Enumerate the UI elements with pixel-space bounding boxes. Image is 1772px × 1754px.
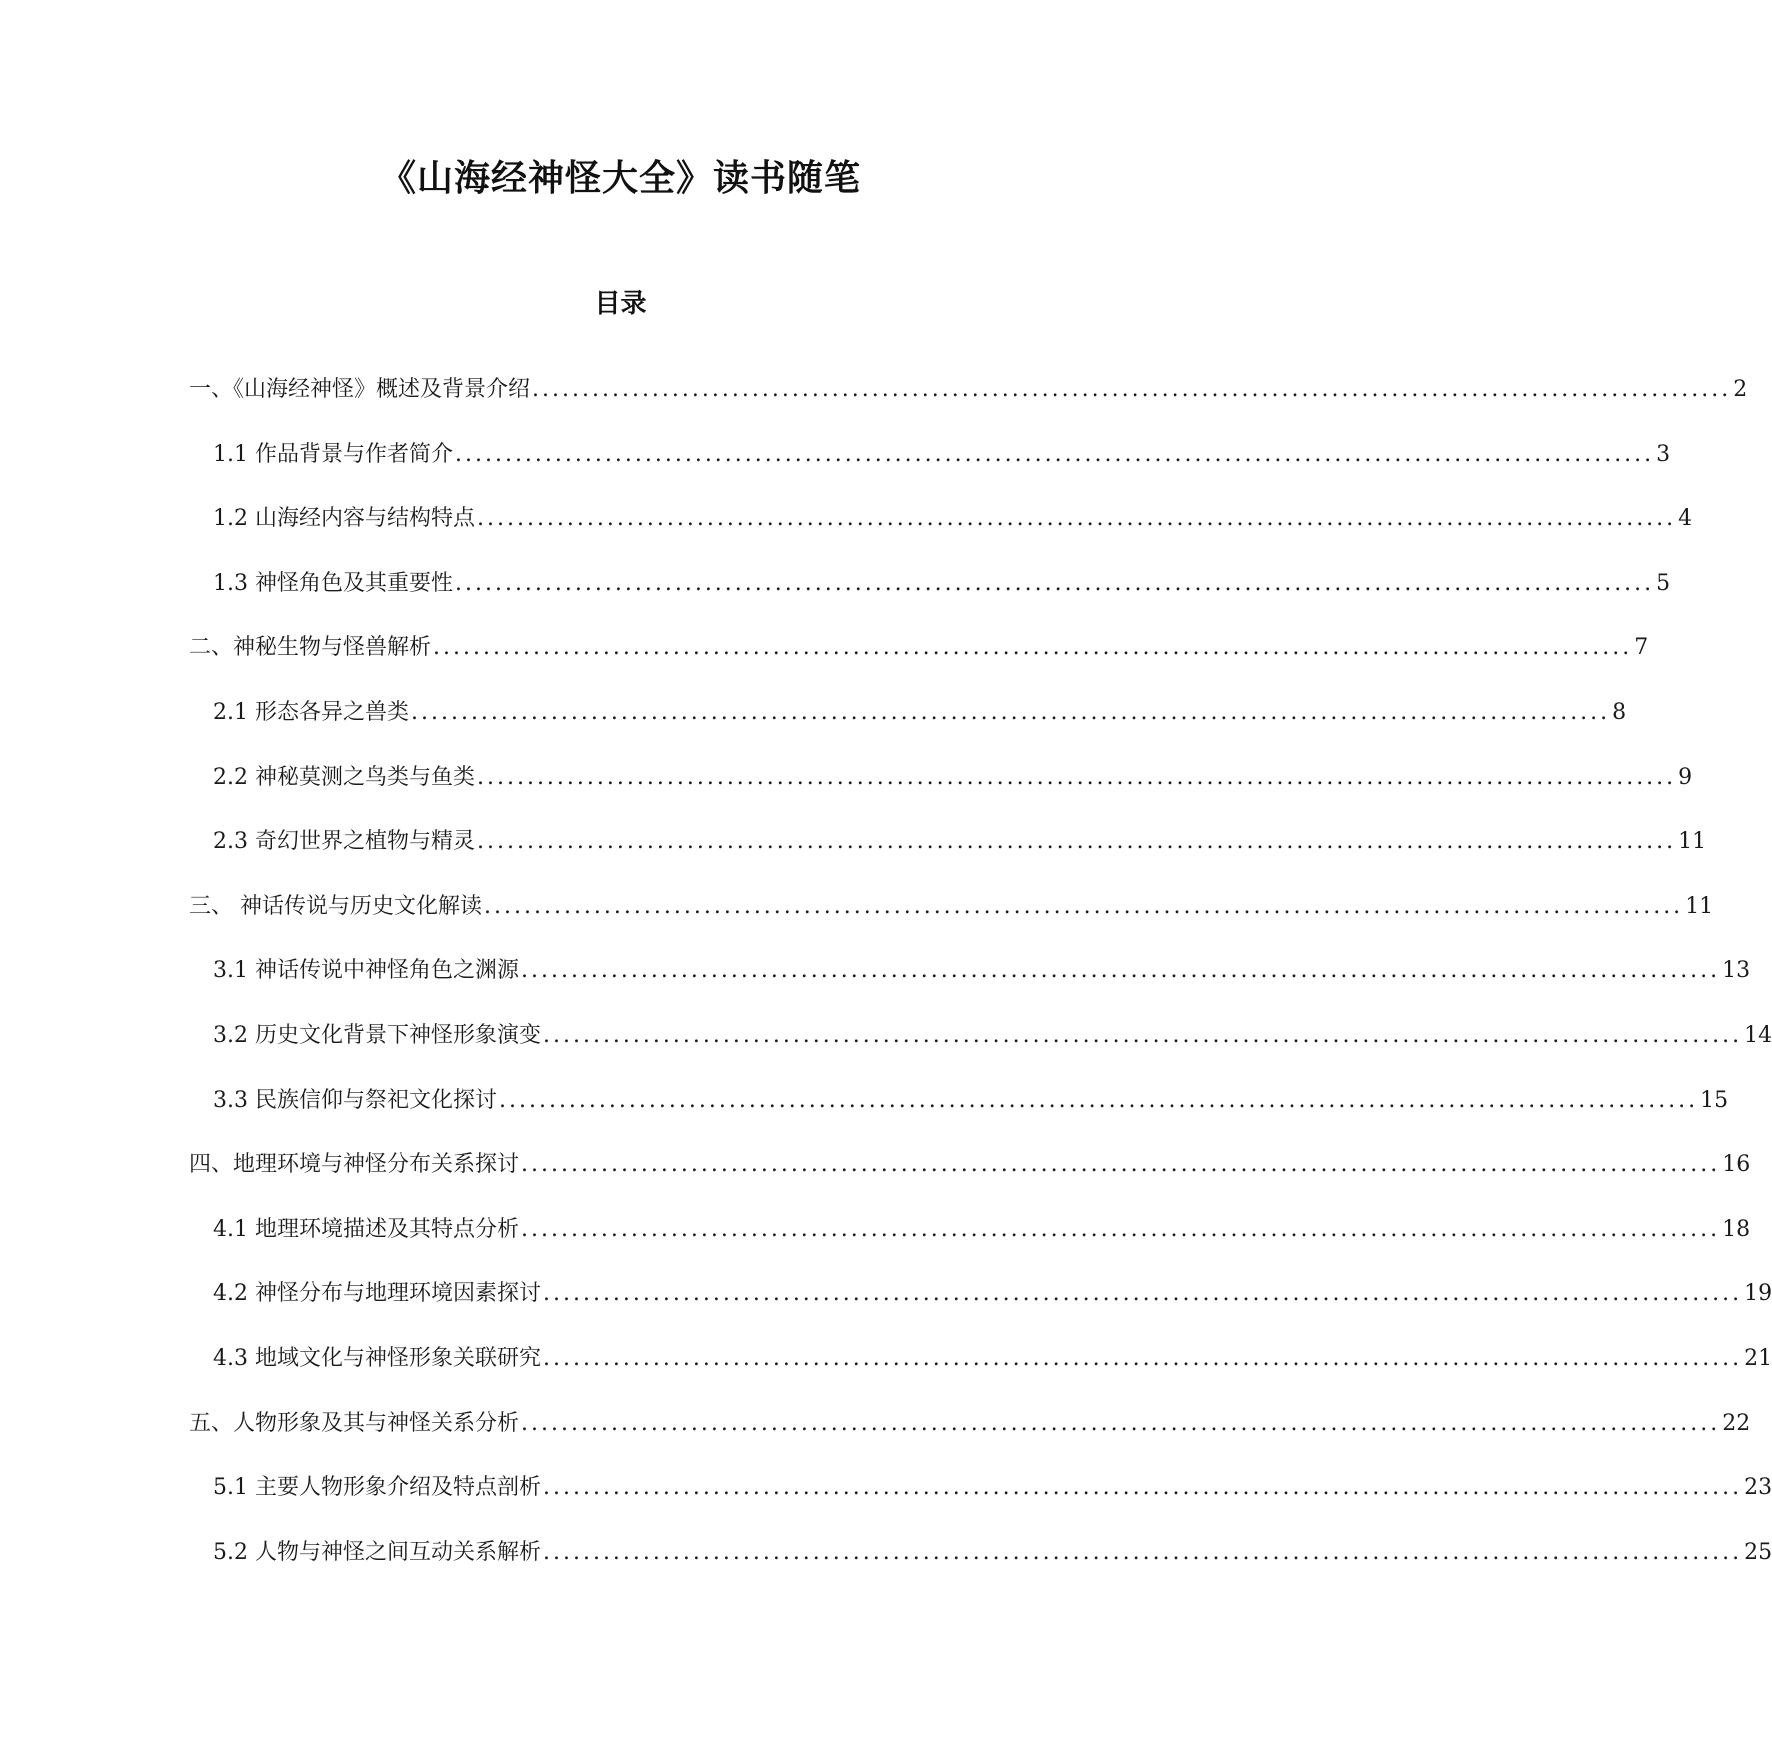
toc-heading: 目录 <box>594 289 647 319</box>
toc-dot-leader: ........................................................................................................................ <box>542 1346 1743 1371</box>
toc-entry-label: 4.3 地域文化与神怪形象关联研究 <box>213 1346 541 1371</box>
toc-page-number: 3 <box>1656 441 1671 467</box>
toc-dot-leader: ........................................................................................................................ <box>542 1023 1743 1048</box>
toc-entry[interactable] <box>213 1021 1772 1051</box>
toc-page-number: 5 <box>1656 570 1671 596</box>
toc-page-number: 25 <box>1744 1539 1772 1565</box>
toc-entry-label: 1.2 山海经内容与结构特点 <box>213 506 475 532</box>
toc-entry-label: 5.1 主要人物形象介绍及特点剖析 <box>213 1475 541 1501</box>
toc-entry[interactable] <box>213 1473 1772 1503</box>
toc-dot-leader: ........................................................................................................................ <box>454 441 1655 467</box>
toc-page-number: 19 <box>1744 1281 1772 1307</box>
toc-entry-label: 五、人物形象及其与神怪关系分析 <box>189 1410 520 1436</box>
toc-dot-leader: ........................................................................................................................ <box>454 570 1655 596</box>
toc-entry[interactable] <box>213 1279 1772 1309</box>
document-title: 《山海经神怪大全》读书随笔 <box>379 158 861 199</box>
toc-page-number: 14 <box>1744 1023 1772 1048</box>
toc-dot-leader: ........................................................................................................................ <box>476 506 1677 532</box>
toc-dot-leader: ........................................................................................................................ <box>484 893 1684 919</box>
toc-entry-label: 5.2 人物与神怪之间互动关系解析 <box>213 1539 541 1565</box>
toc-entry[interactable] <box>213 827 1707 857</box>
toc-page-number: 2 <box>1733 377 1748 402</box>
toc-page-number: 23 <box>1744 1475 1772 1501</box>
toc-dot-leader: ........................................................................................................................ <box>542 1539 1743 1565</box>
toc-entry[interactable] <box>213 1344 1772 1374</box>
toc-entry-label: 1.1 作品背景与作者简介 <box>213 441 453 467</box>
toc-dot-leader: ........................................................................................................................ <box>521 1410 1721 1436</box>
toc-entry[interactable] <box>189 1409 1751 1439</box>
toc-entry-label: 3.1 神话传说中神怪角色之渊源 <box>213 958 519 984</box>
toc-dot-leader: ........................................................................................................................ <box>520 1216 1721 1242</box>
toc-entry[interactable] <box>213 956 1751 986</box>
toc-page-number: 11 <box>1678 829 1707 855</box>
toc-entry-label: 一、《山海经神怪》概述及背景介绍 <box>189 377 531 402</box>
toc-entry[interactable] <box>213 698 1627 728</box>
toc-dot-leader: ........................................................................................................................ <box>476 829 1677 855</box>
toc-dot-leader: ........................................................................................................................ <box>433 635 1633 661</box>
toc-dot-leader: ........................................................................................................................ <box>476 764 1677 790</box>
toc-dot-leader: ........................................................................................................................ <box>520 958 1721 984</box>
toc-entry[interactable] <box>189 892 1714 922</box>
toc-entry[interactable] <box>213 763 1693 793</box>
toc-page-number: 16 <box>1722 1152 1751 1178</box>
toc-entry[interactable] <box>213 504 1693 534</box>
toc-entry-label: 三、 神话传说与历史文化解读 <box>189 893 482 919</box>
toc-entry[interactable] <box>213 440 1671 470</box>
toc-entry[interactable] <box>189 633 1649 663</box>
toc-entry[interactable] <box>213 1215 1751 1245</box>
toc-entry[interactable] <box>213 1086 1729 1116</box>
toc-entry-label: 2.1 形态各异之兽类 <box>213 700 409 725</box>
toc-entry-label: 2.3 奇幻世界之植物与精灵 <box>213 829 475 855</box>
toc-page-number: 22 <box>1722 1410 1751 1436</box>
toc-dot-leader: ........................................................................................................................ <box>410 700 1611 725</box>
toc-entry-label: 4.2 神怪分布与地理环境因素探讨 <box>213 1281 541 1307</box>
toc-dot-leader: ........................................................................................................................ <box>542 1475 1743 1501</box>
toc-page-number: 8 <box>1612 700 1627 725</box>
toc-entry-label: 3.3 民族信仰与祭祀文化探讨 <box>213 1087 497 1113</box>
toc-page-number: 4 <box>1678 506 1693 532</box>
toc-entry-label: 3.2 历史文化背景下神怪形象演变 <box>213 1023 541 1048</box>
toc-entry[interactable] <box>213 569 1671 599</box>
toc-page-number: 21 <box>1744 1346 1772 1371</box>
toc-page-number: 9 <box>1678 764 1693 790</box>
toc-entry-label: 四、地理环境与神怪分布关系探讨 <box>189 1152 520 1178</box>
toc-dot-leader: ........................................................................................................................ <box>542 1281 1743 1307</box>
toc-page-number: 13 <box>1722 958 1751 984</box>
toc-dot-leader: ........................................................................................................................ <box>498 1087 1699 1113</box>
toc-entry[interactable] <box>189 375 1748 405</box>
toc-page-number: 15 <box>1700 1087 1729 1113</box>
toc-entry-label: 1.3 神怪角色及其重要性 <box>213 570 453 596</box>
toc-entry-label: 4.1 地理环境描述及其特点分析 <box>213 1216 519 1242</box>
toc-page-number: 7 <box>1634 635 1649 661</box>
toc-page-number: 18 <box>1722 1216 1751 1242</box>
toc-entry[interactable] <box>213 1538 1772 1568</box>
toc-dot-leader: ........................................................................................................................ <box>532 377 1732 402</box>
toc-page-number: 11 <box>1685 893 1714 919</box>
toc-entry-label: 2.2 神秘莫测之鸟类与鱼类 <box>213 764 475 790</box>
toc-entry[interactable] <box>189 1150 1751 1180</box>
toc-entry-label: 二、神秘生物与怪兽解析 <box>189 635 432 661</box>
toc-dot-leader: ........................................................................................................................ <box>521 1152 1721 1178</box>
